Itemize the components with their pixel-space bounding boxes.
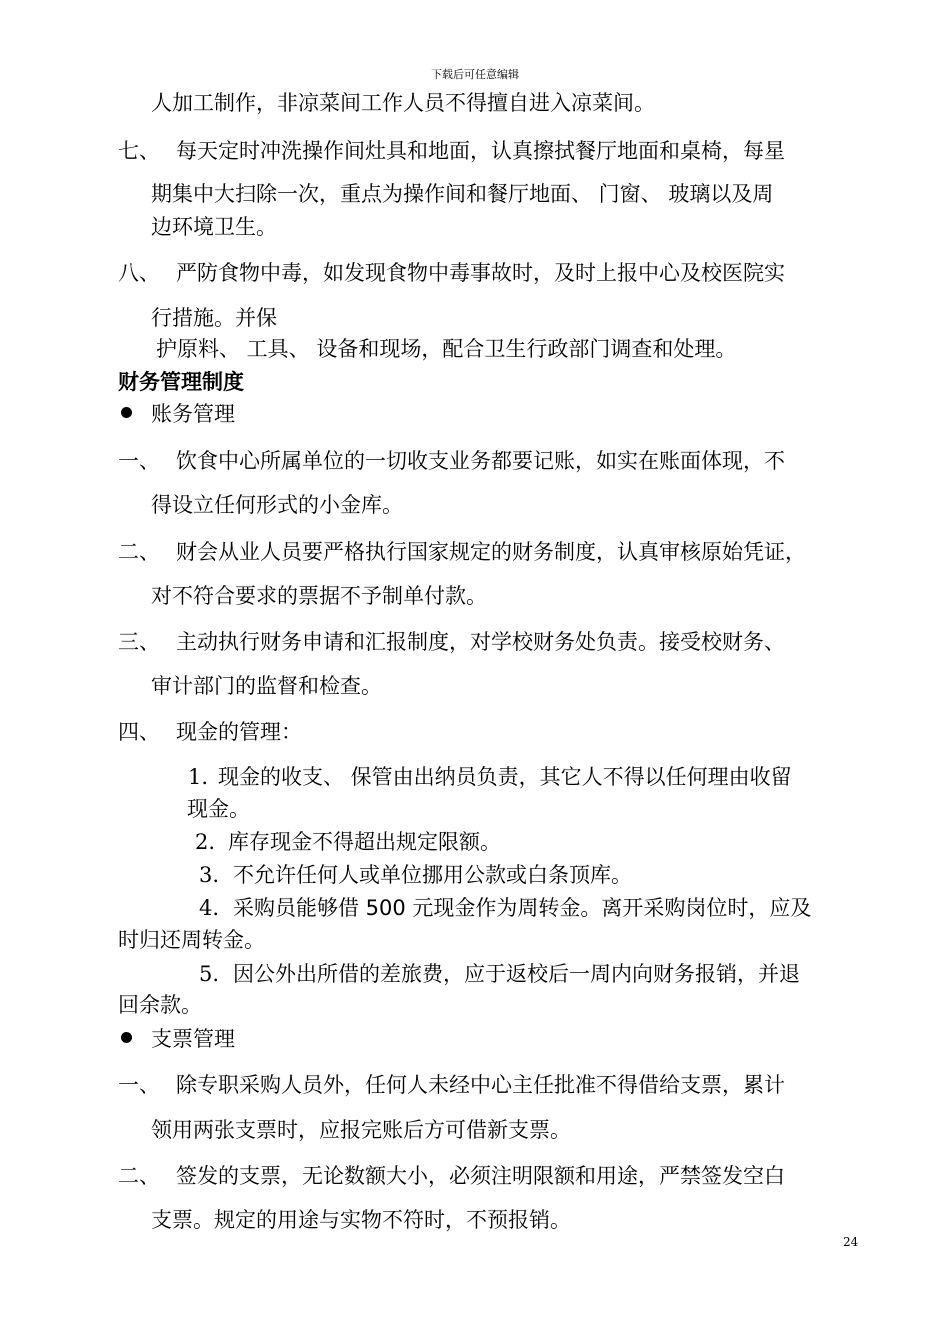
text-line: 签发的支票，无论数额大小，必须注明限额和用途，严禁签发空白 xyxy=(176,1164,785,1188)
item-number: 八、 xyxy=(118,261,160,285)
text-line: 库存现金不得超出规定限额。 xyxy=(228,830,501,854)
text-line: 人加工制作，非凉菜间工作人员不得擅自进入凉菜间。 xyxy=(151,91,655,115)
item-number: 七、 xyxy=(118,139,160,163)
bullet-heading: 账务管理 xyxy=(151,402,235,426)
sub-item-number: 1. xyxy=(188,765,209,789)
item-number: 二、 xyxy=(118,1164,160,1188)
item-number: 三、 xyxy=(118,630,160,654)
text-line: 护原料、 工具、 设备和现场，配合卫生行政部门调查和处理。 xyxy=(156,337,737,361)
sub-item-number: 2. xyxy=(195,830,216,854)
text-line: 财会从业人员要严格执行国家规定的财务制度，认真审核原始凭证， xyxy=(176,540,806,564)
item-number: 二、 xyxy=(118,540,160,564)
text-line: 主动执行财务申请和汇报制度，对学校财务处负责。接受校财务、 xyxy=(176,630,785,654)
page-number: 24 xyxy=(843,1235,859,1249)
page-header: 下载后可任意编辑 xyxy=(431,68,519,81)
text-line: 对不符合要求的票据不予制单付款。 xyxy=(151,584,487,608)
bullet-heading: 支票管理 xyxy=(151,1027,235,1051)
text-line: 边环境卫生。 xyxy=(151,215,277,239)
section-title: 财务管理制度 xyxy=(118,370,244,394)
text-line: 除专职采购人员外，任何人未经中心主任批准不得借给支票，累计 xyxy=(176,1073,785,1097)
text-line: 每天定时冲洗操作间灶具和地面，认真擦拭餐厅地面和桌椅，每星 xyxy=(176,139,785,163)
bullet-icon xyxy=(121,1032,132,1043)
text-line: 得设立任何形式的小金库。 xyxy=(151,493,403,517)
item-number: 四、 xyxy=(118,720,160,744)
text-line: 现金的收支、 保管由出纳员负责，其它人不得以任何理由收留 xyxy=(218,765,792,789)
text-line: 严防食物中毒，如发现食物中毒事故时，及时上报中心及校医院实 xyxy=(176,261,785,285)
text-line: 饮食中心所属单位的一切收支业务都要记账，如实在账面体现，不 xyxy=(176,449,785,473)
bullet-icon xyxy=(121,407,132,418)
item-number: 一、 xyxy=(118,449,160,473)
sub-item-number: 5. xyxy=(199,962,220,986)
text-line: 领用两张支票时，应报完账后方可借新支票。 xyxy=(151,1118,571,1142)
text-line: 现金的管理： xyxy=(176,720,302,744)
text-line: 不允许任何人或单位挪用公款或白条顶库。 xyxy=(233,863,632,887)
sub-item-number: 4. xyxy=(199,896,220,920)
sub-item-number: 3. xyxy=(199,863,220,887)
text-line: 回余款。 xyxy=(118,993,202,1017)
text-line: 期集中大扫除一次，重点为操作间和餐厅地面、 门窗、 玻璃以及周 xyxy=(151,182,774,206)
text-line: 现金。 xyxy=(187,797,250,821)
text-line: 审计部门的监督和检查。 xyxy=(151,674,382,698)
text-line: 因公外出所借的差旅费，应于返校后一周内向财务报销，并退 xyxy=(233,962,800,986)
text-line: 行措施。并保 xyxy=(151,306,277,330)
item-number: 一、 xyxy=(118,1073,160,1097)
text-line: 支票。规定的用途与实物不符时，不预报销。 xyxy=(151,1208,571,1232)
text-line: 时归还周转金。 xyxy=(118,928,265,952)
text-line: 采购员能够借 500 元现金作为周转金。离开采购岗位时，应及 xyxy=(233,896,812,920)
